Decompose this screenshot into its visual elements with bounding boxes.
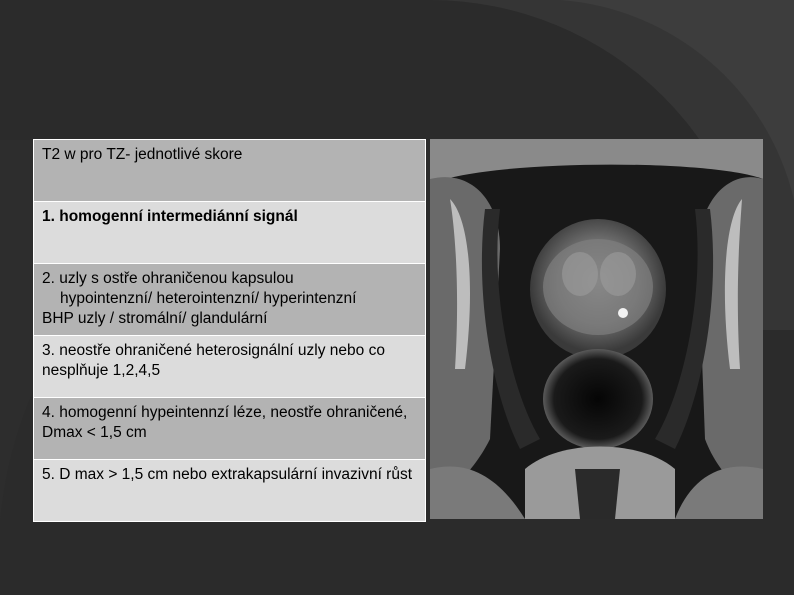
table-row <box>34 460 426 522</box>
table-cell: 5. D max > 1,5 cm nebo extrakapsulární invazivní růst <box>34 460 426 522</box>
cell-line: 2. uzly s ostře ohraničenou kapsulou <box>42 270 294 287</box>
table-row <box>34 202 426 264</box>
cell-line: hypointenzní/ heterointenzní/ hyperintenzní <box>60 290 357 307</box>
table-cell: 1. homogenní intermediánní signál <box>34 202 426 264</box>
cell-line: BHP uzly / stromální/ glandulární <box>42 310 268 327</box>
table-row <box>34 264 426 336</box>
table-row <box>34 398 426 460</box>
table-cell: 4. homogenní hypeintennzí léze, neostře ohraničené, Dmax < 1,5 cm <box>34 398 426 460</box>
table-cell: 3. neostře ohraničené heterosignální uzly nebo co nesplňuje 1,2,4,5 <box>34 336 426 398</box>
mri-image <box>430 139 763 519</box>
table-cell: T2 w pro TZ- jednotlivé skore <box>34 140 426 202</box>
table-row <box>34 140 426 202</box>
table-row <box>34 336 426 398</box>
score-table <box>33 139 426 522</box>
table-cell <box>34 264 426 336</box>
